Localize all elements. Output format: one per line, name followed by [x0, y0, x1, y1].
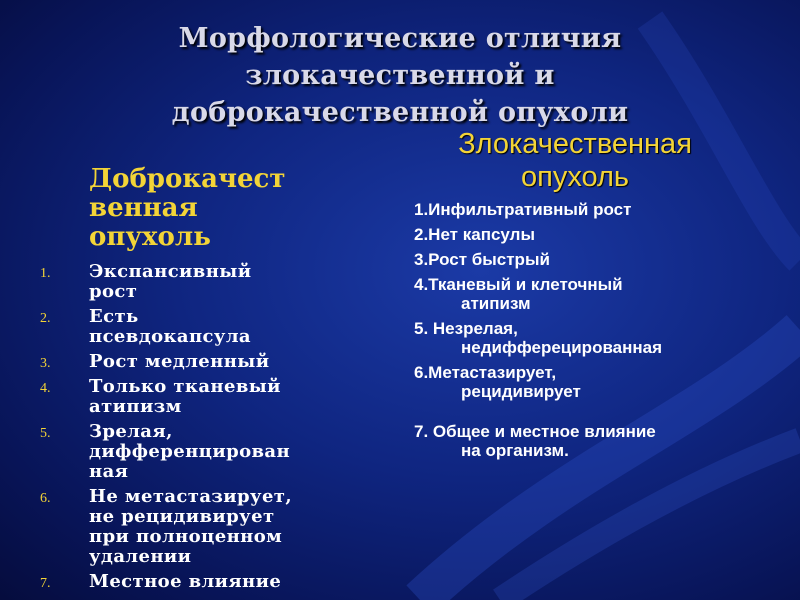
item-number: 4. [40, 381, 51, 396]
malignant-list [414, 200, 794, 466]
item-text [89, 572, 339, 592]
item-line: Местное влияние [89, 571, 282, 592]
item-number: 5. [40, 426, 51, 441]
item-line: при полноценном [89, 526, 283, 547]
item-text [89, 307, 339, 347]
list-item [40, 487, 340, 567]
list-item [414, 319, 794, 357]
item-text [89, 352, 339, 372]
item-line: псевдокапсула [89, 326, 251, 347]
item-number: 7. [40, 576, 51, 591]
item-text: 3.Рост быстрый [414, 250, 550, 269]
item-line: Рост медленный [89, 351, 270, 372]
benign-list [40, 262, 340, 597]
title-line: злокачественной и [245, 60, 555, 91]
list-item [40, 377, 340, 417]
item-text: 6.Метастазирует, [414, 363, 557, 382]
item-number: 1. [40, 266, 51, 281]
heading-line: опухоль [89, 222, 211, 252]
item-text [89, 262, 339, 302]
malignant-heading [410, 128, 740, 194]
heading-line: Злокачественная [458, 128, 692, 160]
item-continuation: недифферецированная [461, 338, 663, 357]
list-item [40, 352, 340, 372]
item-line: Есть [89, 306, 139, 327]
heading-line: опухоль [520, 161, 630, 193]
list-item [40, 422, 340, 482]
list-item [414, 250, 794, 269]
list-item [40, 307, 340, 347]
item-text [89, 377, 339, 417]
list-item [414, 200, 794, 219]
item-text: 4.Тканевый и клеточный [414, 275, 623, 294]
item-number: 2. [40, 311, 51, 326]
list-item [40, 262, 340, 302]
item-line: рост [89, 281, 138, 302]
item-line: не рецидивирует [89, 506, 275, 527]
item-text: 1.Инфильтративный рост [414, 200, 632, 219]
item-line: Зрелая, [89, 421, 173, 442]
item-line: дифференцирован [89, 441, 291, 462]
list-item [414, 225, 794, 244]
item-text [89, 487, 339, 567]
item-continuation: атипизм [461, 294, 531, 313]
item-text: 2.Нет капсулы [414, 225, 535, 244]
item-number: 3. [40, 356, 51, 371]
title-line: Морфологические отличия [178, 23, 622, 54]
item-number: 6. [40, 491, 51, 506]
item-line: Не метастазирует, [89, 486, 293, 507]
benign-heading [89, 165, 339, 252]
title-line: доброкачественной опухоли [171, 97, 629, 128]
item-text: 5. Незрелая, [414, 319, 518, 338]
item-line: Экспансивный [89, 261, 252, 282]
item-line: удалении [89, 546, 192, 567]
item-continuation: рецидивирует [461, 382, 581, 401]
item-line: атипизм [89, 396, 182, 417]
item-continuation: на организм. [461, 441, 569, 460]
item-text: 7. Общее и местное влияние [414, 422, 656, 441]
item-line: ная [89, 461, 129, 482]
heading-line: венная [89, 193, 198, 223]
item-text [89, 422, 339, 482]
item-line: Только тканевый [89, 376, 281, 397]
list-item [414, 363, 794, 401]
list-item [414, 275, 794, 313]
slide-title [100, 20, 700, 131]
list-item [414, 422, 794, 460]
heading-line: Доброкачест [89, 164, 286, 194]
list-item [40, 572, 340, 592]
